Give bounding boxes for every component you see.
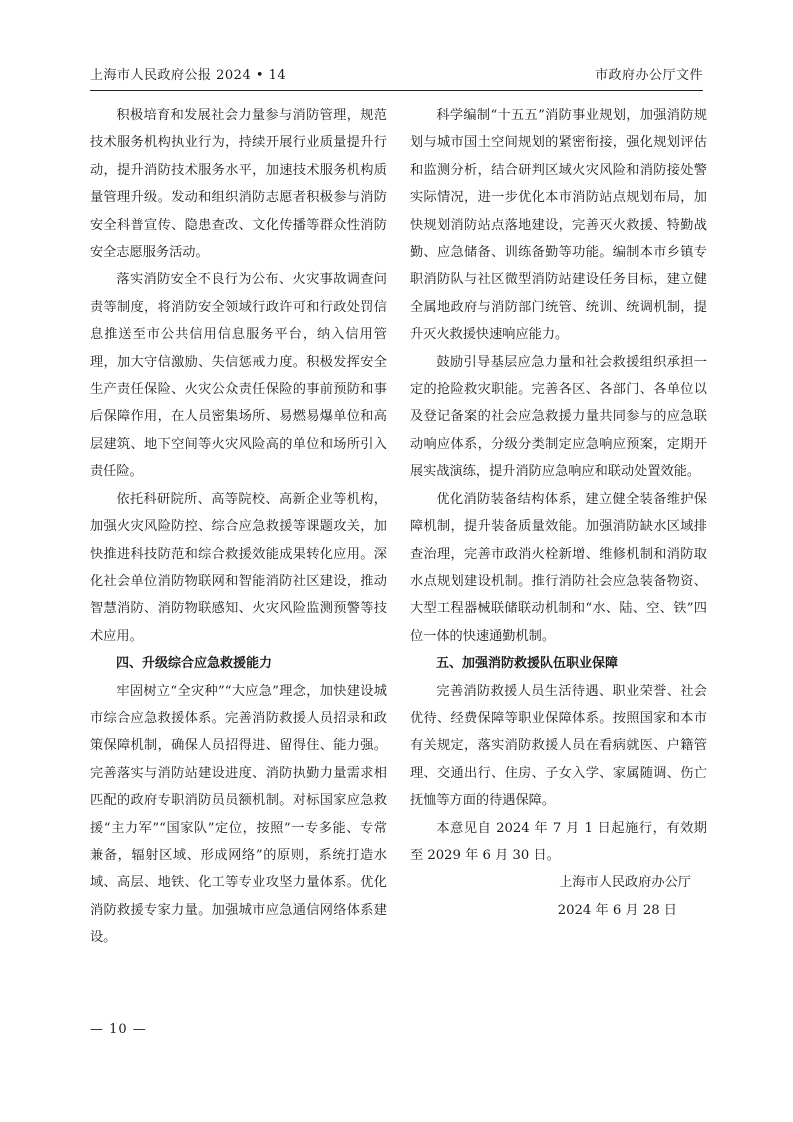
- header-divider: [90, 90, 703, 91]
- paragraph: 积极培育和发展社会力量参与消防管理，规范技术服务机构执业行为，持续开展行业质量提升行动，提升消防技术服务水平，加速技术服务机构质量管理升级。发动和组织消防志愿者积极参与消防安全科普宣传、隐患查改、文化传播等群众性消防安全志愿服务活动。: [90, 108, 387, 261]
- page-number: — 10 —: [90, 1022, 147, 1037]
- section-heading: 五、加强消防救援队伍职业保障: [436, 656, 619, 672]
- paragraph: 牢固树立“全灾种”“大应急”理念，加快建设城市综合应急救援体系。完善消防救援人员招录和政策保障机制，确保人员招得进、留得住、能力强。完善落实与消防站建设进度、消防执勤力量需求相匹配的政府专职消防员员额机制。对标国家应急救援“主力军”“国家队”定位，按照“一专多能、专常兼备，辐射区域、形成网络”的原则，系统打造水域、高层、地铁、化工等专业攻坚力量体系。优化消防救援专家力量。加强城市应急通信网络体系建设。: [90, 683, 387, 946]
- signature-date: 2024 年 6 月 28 日: [557, 902, 677, 918]
- left-column: [90, 102, 387, 952]
- section-heading: 四、升级综合应急救援能力: [116, 656, 273, 672]
- paragraph: 依托科研院所、高等院校、高新企业等机构，加强火灾风险防控、综合应急救援等课题攻关，加快推进科技防范和综合救援效能成果转化应用。深化社会单位消防物联网和智能消防社区建设，推动智慧消防、消防物联感知、火灾风险监测预警等技术应用。: [90, 491, 387, 644]
- right-column: [410, 102, 707, 924]
- signature-organization: 上海市人民政府办公厅: [559, 875, 691, 891]
- paragraph: 落实消防安全不良行为公布、火灾事故调查问责等制度，将消防安全领域行政许可和行政处罚信息推送至市公共信用信息服务平台，纳入信用管理，加大守信激励、失信惩戒力度。积极发挥安全生产责任保险、火灾公众责任保险的事前预防和事后保障作用，在人员密集场所、易燃易爆单位和高层建筑、地下空间等火灾风险高的单位和场所引入责任险。: [90, 272, 387, 480]
- paragraph: 优化消防装备结构体系，建立健全装备维护保障机制，提升装备质量效能。加强消防缺水区域排查治理，完善市政消火栓新增、维修机制和消防取水点规划建设机制。推行消防社会应急装备物资、大型工程器械联储联动机制和“水、陆、空、铁”四位一体的快速通勤机制。: [410, 491, 707, 644]
- effective-date-paragraph: 本意见自 2024 年 7 月 1 日起施行，有效期至 2029 年 6 月 30 日。: [410, 820, 707, 863]
- paragraph: 完善消防救援人员生活待遇、职业荣誉、社会优待、经费保障等职业保障体系。按照国家和本市有关规定，落实消防救援人员在看病就医、户籍管理、交通出行、住房、子女入学、家属随调、伤亡抚恤等方面的待遇保障。: [410, 683, 707, 809]
- paragraph: 鼓励引导基层应急力量和社会救援组织承担一定的抢险救灾职能。完善各区、各部门、各单位以及登记备案的社会应急救援力量共同参与的应急联动响应体系，分级分类制定应急响应预案，定期开展实战演练，提升消防应急响应和联动处置效能。: [410, 354, 707, 480]
- publication-title: 上海市人民政府公报 2024 • 14: [90, 68, 287, 83]
- section-title: 市政府办公厅文件: [594, 68, 703, 83]
- paragraph: 科学编制“十五五”消防事业规划，加强消防规划与城市国土空间规划的紧密衔接，强化规划评估和监测分析，结合研判区域火灾风险和消防接处警实际情况，进一步优化本市消防站点规划布局，加快规划消防站点落地建设，完善灭火救援、特勤战勤、应急储备、训练备勤等功能。编制本市乡镇专职消防队与社区微型消防站建设任务目标，建立健全属地政府与消防部门统管、统训、统调机制，提升灭火救援快速响应能力。: [410, 108, 707, 343]
- page-header: [90, 64, 703, 92]
